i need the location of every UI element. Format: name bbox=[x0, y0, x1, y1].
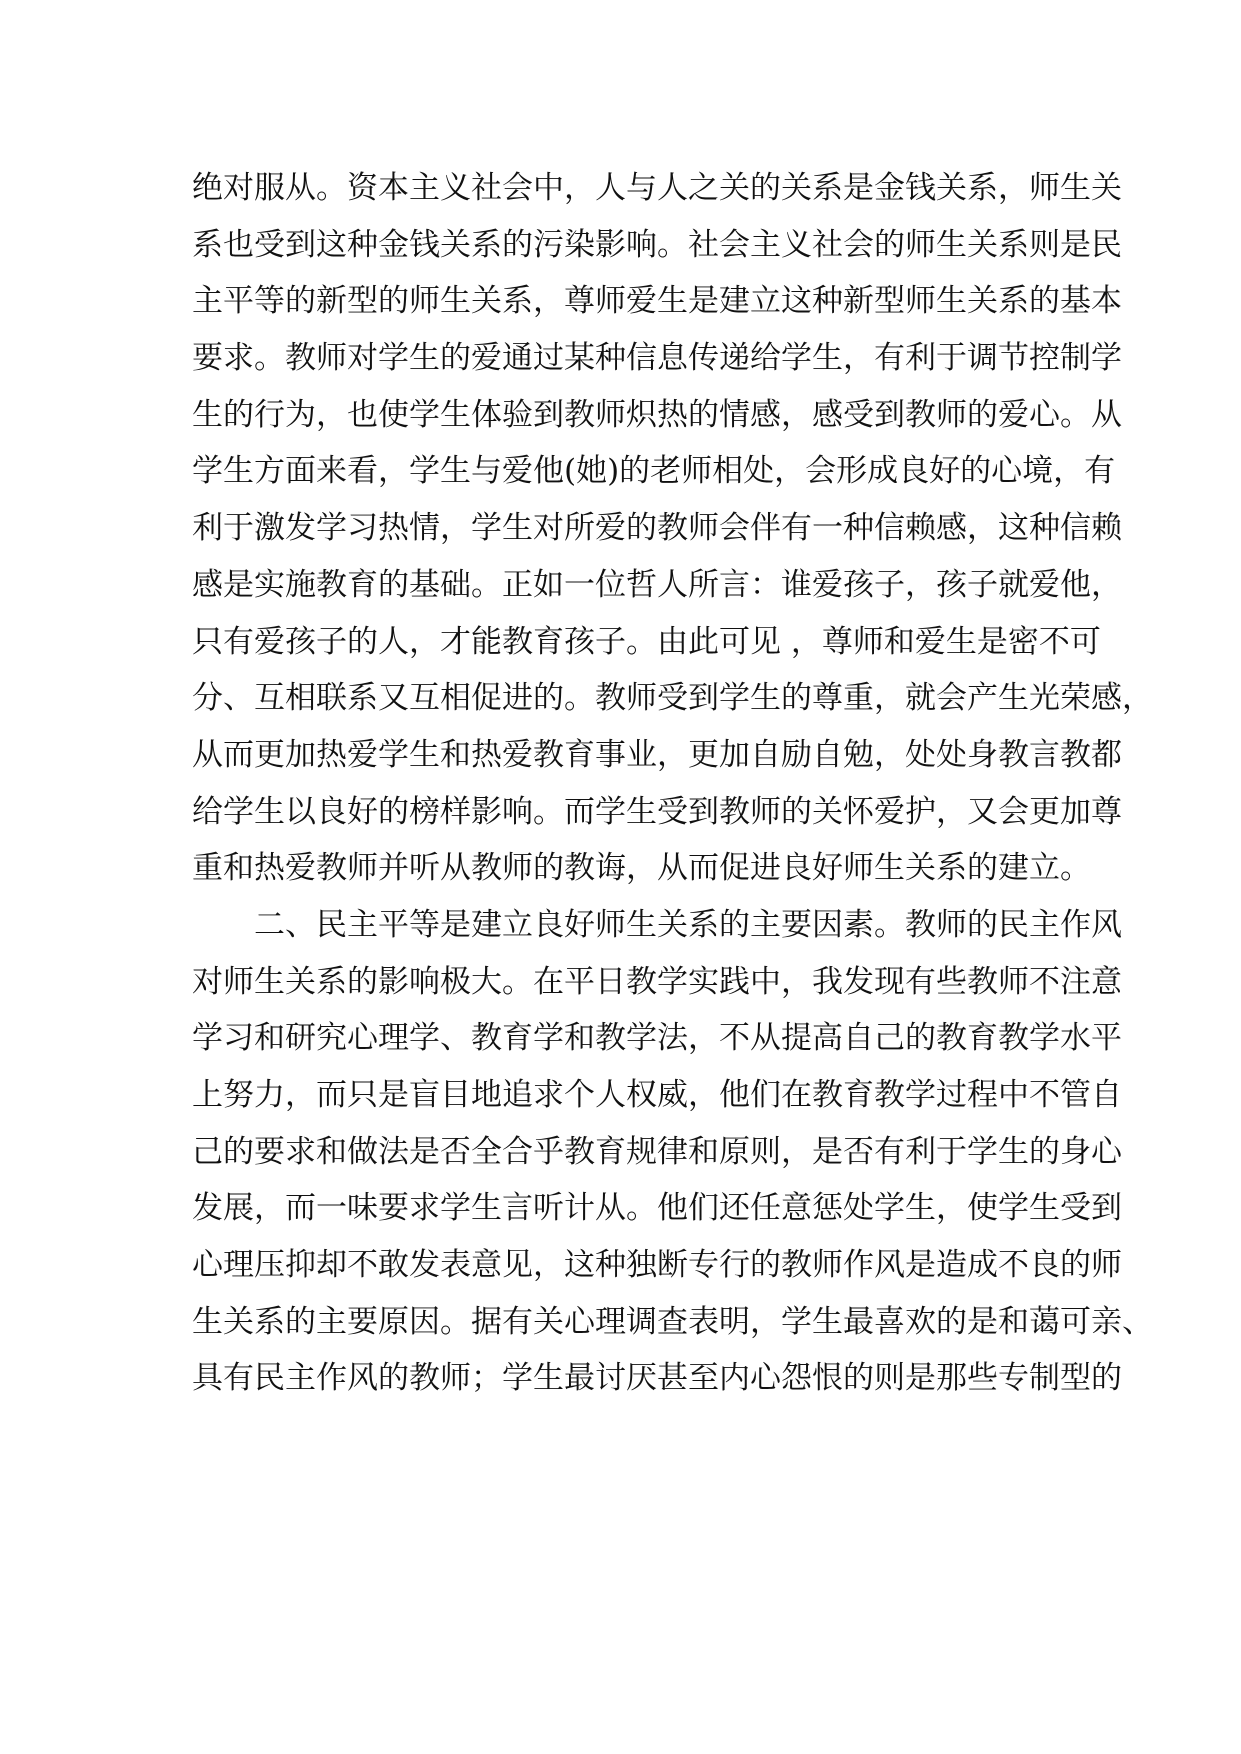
text-line: 从而更加热爱学生和热爱教育事业，更加自励自勉，处处身教言教都 bbox=[192, 736, 1122, 773]
text-line: 学生方面来看，学生与爱他(她)的老师相处，会形成良好的心境，有 bbox=[192, 453, 1116, 490]
text-line: 具有民主作风的教师；学生最讨厌甚至内心怨恨的则是那些专制型的 bbox=[192, 1360, 1122, 1397]
text-line: 上努力，而只是盲目地追求个人权威，他们在教育教学过程中不管自 bbox=[192, 1077, 1122, 1113]
text-line: 系也受到这种金钱关系的污染影响。社会主义社会的师生关系则是民 bbox=[192, 226, 1122, 263]
text-line: 要求。教师对学生的爱通过某种信息传递给学生，有利于调节控制学 bbox=[192, 340, 1122, 377]
text-line: 学习和研究心理学、教育学和教学法，不从提高自己的教育教学水平 bbox=[192, 1020, 1122, 1057]
text-line: 生关系的主要原因。据有关心理调查表明，学生最喜欢的是和蔼可亲、 bbox=[192, 1303, 1153, 1340]
text-line: 分、互相联系又互相促进的。教师受到学生的尊重，就会产生光荣感， bbox=[192, 680, 1153, 717]
text-line: 给学生以良好的榜样影响。而学生受到教师的关怀爱护，又会更加尊 bbox=[192, 793, 1122, 830]
text-line: 对师生关系的影响极大。在平日教学实践中，我发现有些教师不注意 bbox=[192, 963, 1122, 1000]
text-line: 心理压抑却不敢发表意见，这种独断专行的教师作风是造成不良的师 bbox=[192, 1247, 1122, 1284]
body-text bbox=[192, 160, 1153, 1407]
text-line: 利于激发学习热情，学生对所爱的教师会伴有一种信赖感，这种信赖 bbox=[192, 510, 1122, 547]
text-line: 绝对服从。资本主义社会中，人与人之关的关系是金钱关系，师生关 bbox=[192, 170, 1122, 206]
text-line: 己的要求和做法是否全合乎教育规律和原则，是否有利于学生的身心 bbox=[192, 1133, 1122, 1170]
paragraph-start-line: 二、民主平等是建立良好师生关系的主要因素。教师的民主作风 bbox=[254, 906, 1122, 943]
text-line: 感是实施教育的基础。正如一位哲人所言：谁爱孩子，孩子就爱他， bbox=[192, 566, 1122, 603]
text-line: 主平等的新型的师生关系，尊师爱生是建立这种新型师生关系的基本 bbox=[192, 283, 1122, 320]
text-line: 发展，而一味要求学生言听计从。他们还任意惩处学生，使学生受到 bbox=[192, 1190, 1122, 1227]
text-line: 只有爱孩子的人，才能教育孩子。由此可见 ，尊师和爱生是密不可 bbox=[192, 623, 1101, 660]
text-line: 生的行为，也使学生体验到教师炽热的情感，感受到教师的爱心。从 bbox=[192, 396, 1122, 433]
paragraph-end-line: 重和热爱教师并听从教师的教诲，从而促进良好师生关系的建立。 bbox=[192, 850, 1091, 887]
